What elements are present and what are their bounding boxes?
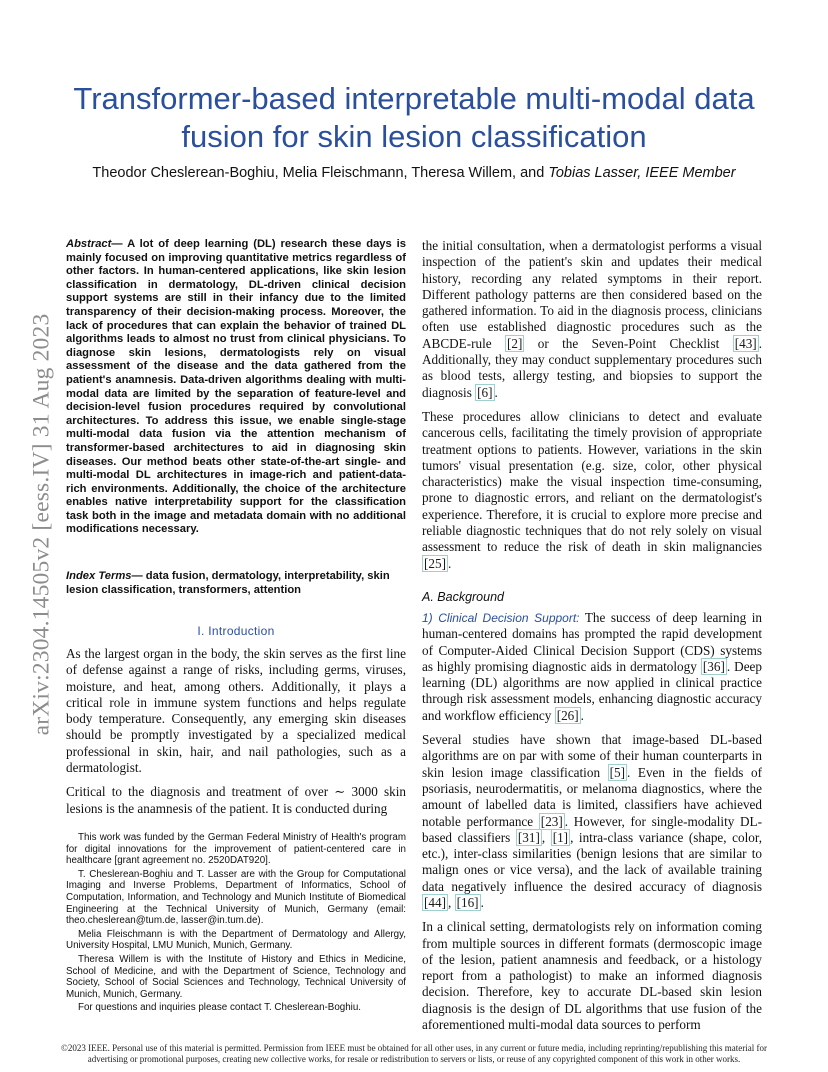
text-run: . Even in the fields of psoriasis, neurodermatitis, or melanoma diagnostics, where the amount of labelled data is limited, classifiers have achieved notable performance — [422, 764, 762, 829]
paragraph — [422, 610, 762, 724]
citation-link[interactable]: [44] — [424, 894, 446, 910]
citation-link[interactable]: [2] — [506, 335, 523, 351]
section-heading-introduction: I. Introduction — [197, 624, 275, 638]
text-run: or the Seven-Point Checklist — [524, 335, 733, 351]
text-run: . — [447, 555, 452, 571]
copyright-notice: ©2023 IEEE. Personal use of this material is permitted. Permission from IEEE must be obtained for all other uses, in any current or future media, including reprinting/republishing this material for advertising or promotional purposes, creating new collective works, for resale or redistribution to servers or lists, or reuse of any copyrighted component of this work in other works. — [61, 1043, 767, 1064]
right-column-body — [422, 238, 762, 1041]
left-column-body — [66, 646, 406, 825]
text-run: . — [480, 894, 484, 910]
citation-link[interactable]: [16] — [456, 894, 479, 910]
paper-title: Transformer-based interpretable multi-modal data fusion for skin lesion classification — [73, 81, 755, 154]
abstract-text: — A lot of deep learning (DL) research these days is mainly focused on improving quantitative metrics regardless of other factors. In human-centered applications, like skin lesion classification in dermatology, DL-driven clinical decision support systems are still in their infancy due to the limited transparency of their decision-making process. Moreover, the lack of procedures that can explain the behavior of trained DL algorithms leads to almost no trust from clinical physicians. To diagnose skin lesions, dermatologists rely on visual assessment of the disease and the data gathered from the patient's anamnesis. Data-driven algorithms dealing with multi-modal data are limited by the separation of feature-level and decision-level fusion procedures required by convolutional architectures. To address this issue, we enable single-stage multi-modal data fusion via the attention mechanism of transformer-based architectures to aid in diagnosing skin diseases. Our method beats other state-of-the-art single- and multi-modal DL architectures in image-rich and patient-data-rich environments. Additionally, the choice of the architecture enables native interpretability support for the classification task both in the image and metadata domain with no additional modifications necessary. — [66, 238, 406, 536]
paragraph — [422, 732, 762, 911]
text-run: , — [541, 829, 551, 845]
text-run: the initial consultation, when a dermatologist performs a visual inspection of the patient's skin and updates their medical history, recording any related symptoms in their report. Different pathology patterns are then considered based on the gathered information. To aid in the diagnosis process, clinicians often use established diagnostic procedures such as the ABCDE-rule — [422, 238, 762, 351]
footnote: Theresa Willem is with the Institute of History and Ethics in Medicine, School of Medicine, and with the Department of Science, Technology and Society, School of Social Sciences and Technology, Technical University of Munich, Munich, Germany. — [66, 953, 406, 1000]
arxiv-stamp — [26, 272, 58, 777]
citation-link[interactable]: [23] — [540, 813, 563, 829]
text-run: Several studies have shown that image-based DL-based algorithms are on par with some of their human counterparts in skin lesion image classification — [422, 732, 762, 780]
footnote: This work was funded by the German Federal Ministry of Health's program for digital innovations for the improvement of patient-centered care in healthcare [grant agreement no. 2520DAT920]. — [66, 832, 406, 867]
author-list — [60, 164, 768, 182]
paragraph: In a clinical setting, dermatologists rely on information coming from multiple sources in different formats (dermoscopic image of the lesion, patient anamnesis and feedback, or a histology report from a pathologist) to make an informed diagnosis decision. Therefore, key to accurate DL-based skin lesion diagnosis is the design of DL algorithms that use fusion of the aforementioned multi-modal data sources to perform — [422, 919, 762, 1033]
paragraph — [422, 409, 762, 572]
citation-link[interactable]: [1] — [552, 829, 569, 845]
index-terms-label: Index Terms — [66, 570, 132, 582]
citation-link[interactable]: [6] — [477, 384, 493, 400]
paragraph — [422, 238, 762, 401]
citation-link[interactable]: [25] — [424, 555, 446, 571]
citation-link[interactable]: [43] — [734, 335, 757, 351]
citation-link[interactable]: [26] — [556, 707, 579, 723]
text-run: The success of deep learning in human-centered domains has prompted the rapid development of Computer-Aided Clinical Decision Support (CDS) systems as highly promising diagnostic aids in dermatology — [422, 609, 762, 674]
author-last: Tobias Lasser, IEEE Member — [548, 165, 736, 181]
text-run: . However, for single-modality DL-based classifiers — [422, 813, 762, 845]
citation-link[interactable]: [5] — [609, 764, 626, 780]
index-terms-text: — data fusion, dermatology, interpretability, skin lesion classification, transformers, attention — [66, 570, 390, 596]
text-run: , intra-class variance (shape, color, etc.), inter-class similarities (benign lesions that are similar to malign ones or vice versa), and the lack of available training data negatively influence the desired accuracy of diagnosis — [422, 829, 762, 894]
paragraph: As the largest organ in the body, the skin serves as the first line of defense against a range of risks, including germs, viruses, moisture, and heat, among others. Additionally, it plays a critical role in immune system functions and helps regulate body temperature. Consequently, any emerging skin diseases should be promptly investigated by a specialized medical professional in skin, hair, and nail pathologies, such as a dermatologist. — [66, 646, 406, 776]
text-run: These procedures allow clinicians to detect and evaluate cancerous cells, facilitating the timely provision of appropriate treatment options to patients. However, variations in the skin tumors' visual presentation (e.g. size, color, other physical characteristics) make the visual inspection time-consuming, prone to diagnostic errors, and reliant on the dermatologist's experience. Therefore, it is crucial to explore more precise and reliable diagnostic techniques that do not rely solely on visual assessment to reduce the risk of death in skin malignancies — [422, 408, 762, 555]
footnote: T. Cheslerean-Boghiu and T. Lasser are with the Group for Computational Imaging and Inverse Problems, Department of Informatics, School of Computation, Information, and Technology and Munich Institute of Biomedical Engineering at the Technical University of Munich, Germany (email: theo.cheslerean@tum.de, lasser@in.tum.de). — [66, 868, 406, 927]
footnote: For questions and inquiries please contact T. Cheslerean-Boghiu. — [78, 1002, 362, 1014]
text-run: . Additionally, they may conduct supplementary procedures such as blood tests, allergy testing, and biopsies to support the diagnosis — [422, 335, 762, 400]
text-run: , — [447, 894, 455, 910]
footnotes — [66, 832, 406, 1016]
subsection-heading: A. Background — [422, 589, 504, 604]
text-run: . — [494, 384, 498, 400]
citation-link[interactable]: [31] — [517, 829, 540, 845]
index-terms — [66, 570, 406, 597]
subsubsection-heading: 1) Clinical Decision Support: — [422, 610, 580, 625]
text-run: . — [580, 707, 584, 723]
paragraph: Critical to the diagnosis and treatment of over ∼ 3000 skin lesions is the anamnesis of the patient. It is conducted during — [66, 784, 406, 816]
abstract — [66, 238, 406, 537]
citation-link[interactable]: [36] — [702, 658, 725, 674]
text-run: . Deep learning (DL) algorithms are now applied in clinical practice through risk assessment models, enhancing diagnostic accuracy and workflow efficiency — [422, 658, 763, 723]
footnote: Melia Fleischmann is with the Department of Dermatology and Allergy, University Hospital, LMU Munich, Munich, Germany. — [66, 928, 406, 952]
abstract-label: Abstract — [66, 238, 112, 250]
author-names: Theodor Cheslerean-Boghiu, Melia Fleischmann, Theresa Willem, and — [92, 165, 549, 181]
arxiv-stamp-text: arXiv:2304.14505v2 [eess.IV] 31 Aug 2023 — [28, 313, 55, 736]
